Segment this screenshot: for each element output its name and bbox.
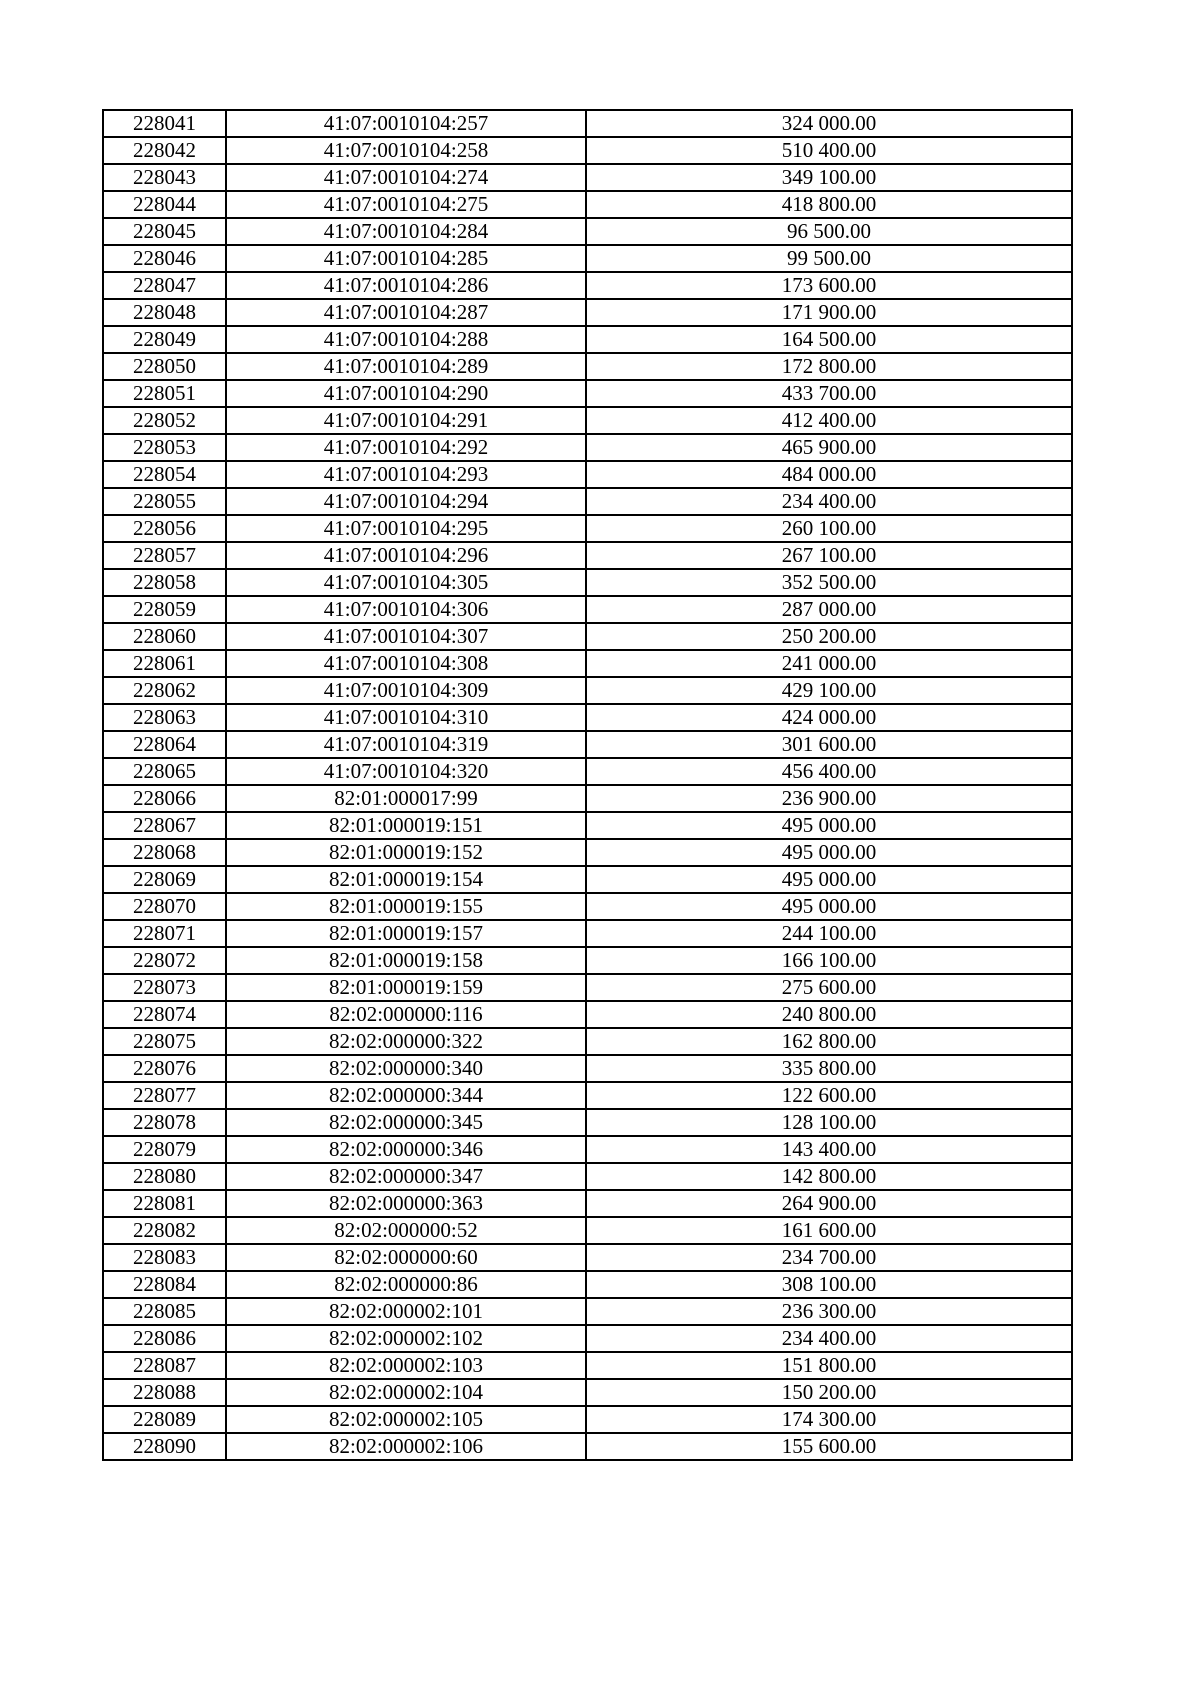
cadastral-number-cell: 82:02:000002:103 (226, 1352, 586, 1379)
row-number-cell: 228083 (103, 1244, 226, 1271)
cadastral-number-cell: 41:07:0010104:286 (226, 272, 586, 299)
table-row (103, 272, 1072, 299)
row-number-cell: 228070 (103, 893, 226, 920)
row-number-cell: 228064 (103, 731, 226, 758)
cadastral-value-cell: 172 800.00 (586, 353, 1072, 380)
cadastral-number-cell: 82:02:000000:86 (226, 1271, 586, 1298)
cadastral-number-cell: 41:07:0010104:308 (226, 650, 586, 677)
table-row (103, 758, 1072, 785)
row-number-cell: 228043 (103, 164, 226, 191)
cadastral-number-cell: 41:07:0010104:257 (226, 110, 586, 137)
row-number-cell: 228067 (103, 812, 226, 839)
table-row (103, 1433, 1072, 1460)
cadastral-number-cell: 82:01:000019:159 (226, 974, 586, 1001)
cadastral-value-cell: 287 000.00 (586, 596, 1072, 623)
row-number-cell: 228049 (103, 326, 226, 353)
cadastral-number-cell: 82:01:000019:151 (226, 812, 586, 839)
cadastral-value-cell: 128 100.00 (586, 1109, 1072, 1136)
table-row (103, 731, 1072, 758)
row-number-cell: 228069 (103, 866, 226, 893)
row-number-cell: 228079 (103, 1136, 226, 1163)
row-number-cell: 228061 (103, 650, 226, 677)
cadastral-number-cell: 41:07:0010104:306 (226, 596, 586, 623)
cadastral-value-cell: 250 200.00 (586, 623, 1072, 650)
row-number-cell: 228048 (103, 299, 226, 326)
table-row (103, 542, 1072, 569)
cadastral-value-cell: 236 900.00 (586, 785, 1072, 812)
cadastral-value-cell: 164 500.00 (586, 326, 1072, 353)
table-row (103, 353, 1072, 380)
cadastral-number-cell: 82:02:000000:60 (226, 1244, 586, 1271)
row-number-cell: 228084 (103, 1271, 226, 1298)
cadastral-value-cell: 495 000.00 (586, 866, 1072, 893)
table-row (103, 623, 1072, 650)
cadastral-number-cell: 82:02:000000:340 (226, 1055, 586, 1082)
cadastral-number-cell: 41:07:0010104:320 (226, 758, 586, 785)
row-number-cell: 228090 (103, 1433, 226, 1460)
row-number-cell: 228051 (103, 380, 226, 407)
cadastral-value-cell: 155 600.00 (586, 1433, 1072, 1460)
table-row (103, 1298, 1072, 1325)
row-number-cell: 228085 (103, 1298, 226, 1325)
table-row (103, 137, 1072, 164)
cadastral-value-cell: 349 100.00 (586, 164, 1072, 191)
table-row (103, 1379, 1072, 1406)
cadastral-value-cell: 510 400.00 (586, 137, 1072, 164)
cadastral-number-cell: 41:07:0010104:305 (226, 569, 586, 596)
table-row (103, 245, 1072, 272)
cadastral-number-cell: 82:02:000002:104 (226, 1379, 586, 1406)
cadastral-value-cell: 171 900.00 (586, 299, 1072, 326)
table-row (103, 434, 1072, 461)
cadastral-number-cell: 82:01:000017:99 (226, 785, 586, 812)
row-number-cell: 228071 (103, 920, 226, 947)
table-row (103, 1325, 1072, 1352)
cadastral-number-cell: 82:02:000000:52 (226, 1217, 586, 1244)
cadastral-value-cell: 495 000.00 (586, 839, 1072, 866)
table-row (103, 1109, 1072, 1136)
cadastral-number-cell: 41:07:0010104:288 (226, 326, 586, 353)
cadastral-value-cell: 99 500.00 (586, 245, 1072, 272)
table-row (103, 947, 1072, 974)
table-row (103, 704, 1072, 731)
cadastral-number-cell: 41:07:0010104:294 (226, 488, 586, 515)
cadastral-number-cell: 82:01:000019:155 (226, 893, 586, 920)
cadastral-value-cell: 244 100.00 (586, 920, 1072, 947)
cadastral-value-cell: 456 400.00 (586, 758, 1072, 785)
cadastral-value-cell: 162 800.00 (586, 1028, 1072, 1055)
row-number-cell: 228078 (103, 1109, 226, 1136)
row-number-cell: 228077 (103, 1082, 226, 1109)
row-number-cell: 228046 (103, 245, 226, 272)
row-number-cell: 228045 (103, 218, 226, 245)
cadastral-number-cell: 82:01:000019:152 (226, 839, 586, 866)
table-row (103, 596, 1072, 623)
cadastral-value-cell: 241 000.00 (586, 650, 1072, 677)
cadastral-number-cell: 82:02:000002:106 (226, 1433, 586, 1460)
table-body (103, 110, 1072, 1460)
cadastral-number-cell: 82:01:000019:154 (226, 866, 586, 893)
cadastral-number-cell: 82:02:000000:363 (226, 1190, 586, 1217)
cadastral-value-cell: 143 400.00 (586, 1136, 1072, 1163)
table-row (103, 299, 1072, 326)
row-number-cell: 228052 (103, 407, 226, 434)
cadastral-number-cell: 82:02:000000:347 (226, 1163, 586, 1190)
cadastral-value-cell: 324 000.00 (586, 110, 1072, 137)
cadastral-number-cell: 82:01:000019:157 (226, 920, 586, 947)
cadastral-number-cell: 82:02:000000:344 (226, 1082, 586, 1109)
cadastral-number-cell: 41:07:0010104:296 (226, 542, 586, 569)
cadastral-value-cell: 260 100.00 (586, 515, 1072, 542)
row-number-cell: 228056 (103, 515, 226, 542)
cadastral-value-cell: 275 600.00 (586, 974, 1072, 1001)
row-number-cell: 228088 (103, 1379, 226, 1406)
row-number-cell: 228058 (103, 569, 226, 596)
cadastral-value-cell: 240 800.00 (586, 1001, 1072, 1028)
row-number-cell: 228080 (103, 1163, 226, 1190)
row-number-cell: 228044 (103, 191, 226, 218)
table-row (103, 218, 1072, 245)
table-row (103, 380, 1072, 407)
cadastral-value-cell: 267 100.00 (586, 542, 1072, 569)
table-row (103, 866, 1072, 893)
row-number-cell: 228047 (103, 272, 226, 299)
cadastral-value-cell: 122 600.00 (586, 1082, 1072, 1109)
row-number-cell: 228050 (103, 353, 226, 380)
cadastral-value-cell: 424 000.00 (586, 704, 1072, 731)
cadastral-number-cell: 41:07:0010104:275 (226, 191, 586, 218)
cadastral-value-cell: 495 000.00 (586, 893, 1072, 920)
cadastral-number-cell: 82:02:000000:322 (226, 1028, 586, 1055)
cadastral-value-cell: 166 100.00 (586, 947, 1072, 974)
cadastral-number-cell: 82:02:000000:346 (226, 1136, 586, 1163)
cadastral-value-cell: 264 900.00 (586, 1190, 1072, 1217)
row-number-cell: 228062 (103, 677, 226, 704)
cadastral-value-cell: 236 300.00 (586, 1298, 1072, 1325)
cadastral-number-cell: 41:07:0010104:274 (226, 164, 586, 191)
cadastral-value-cell: 173 600.00 (586, 272, 1072, 299)
cadastral-number-cell: 41:07:0010104:258 (226, 137, 586, 164)
cadastral-value-cell: 151 800.00 (586, 1352, 1072, 1379)
cadastral-value-cell: 335 800.00 (586, 1055, 1072, 1082)
table-row (103, 1001, 1072, 1028)
cadastral-value-table (102, 109, 1073, 1461)
cadastral-value-cell: 96 500.00 (586, 218, 1072, 245)
cadastral-number-cell: 41:07:0010104:293 (226, 461, 586, 488)
row-number-cell: 228054 (103, 461, 226, 488)
cadastral-value-cell: 418 800.00 (586, 191, 1072, 218)
table-row (103, 839, 1072, 866)
row-number-cell: 228066 (103, 785, 226, 812)
cadastral-number-cell: 82:02:000002:101 (226, 1298, 586, 1325)
cadastral-number-cell: 41:07:0010104:289 (226, 353, 586, 380)
table-row (103, 1244, 1072, 1271)
cadastral-value-cell: 412 400.00 (586, 407, 1072, 434)
row-number-cell: 228073 (103, 974, 226, 1001)
row-number-cell: 228059 (103, 596, 226, 623)
table-row (103, 974, 1072, 1001)
table-row (103, 785, 1072, 812)
cadastral-value-cell: 234 400.00 (586, 488, 1072, 515)
row-number-cell: 228087 (103, 1352, 226, 1379)
row-number-cell: 228068 (103, 839, 226, 866)
cadastral-number-cell: 82:02:000002:105 (226, 1406, 586, 1433)
table-row (103, 110, 1072, 137)
table-row (103, 1082, 1072, 1109)
row-number-cell: 228072 (103, 947, 226, 974)
cadastral-value-cell: 174 300.00 (586, 1406, 1072, 1433)
table-row (103, 1271, 1072, 1298)
table-row (103, 812, 1072, 839)
cadastral-value-cell: 234 700.00 (586, 1244, 1072, 1271)
cadastral-value-cell: 352 500.00 (586, 569, 1072, 596)
table-row (103, 920, 1072, 947)
row-number-cell: 228060 (103, 623, 226, 650)
cadastral-number-cell: 41:07:0010104:291 (226, 407, 586, 434)
table-row (103, 569, 1072, 596)
table-row (103, 1028, 1072, 1055)
cadastral-number-cell: 41:07:0010104:319 (226, 731, 586, 758)
cadastral-number-cell: 41:07:0010104:285 (226, 245, 586, 272)
table-row (103, 1163, 1072, 1190)
cadastral-value-cell: 301 600.00 (586, 731, 1072, 758)
cadastral-value-cell: 161 600.00 (586, 1217, 1072, 1244)
row-number-cell: 228041 (103, 110, 226, 137)
cadastral-number-cell: 41:07:0010104:309 (226, 677, 586, 704)
row-number-cell: 228074 (103, 1001, 226, 1028)
row-number-cell: 228053 (103, 434, 226, 461)
cadastral-number-cell: 41:07:0010104:310 (226, 704, 586, 731)
cadastral-value-cell: 234 400.00 (586, 1325, 1072, 1352)
table-row (103, 515, 1072, 542)
cadastral-number-cell: 41:07:0010104:284 (226, 218, 586, 245)
cadastral-value-cell: 465 900.00 (586, 434, 1072, 461)
cadastral-value-cell: 433 700.00 (586, 380, 1072, 407)
cadastral-number-cell: 82:02:000002:102 (226, 1325, 586, 1352)
table-row (103, 164, 1072, 191)
table-row (103, 326, 1072, 353)
table-row (103, 191, 1072, 218)
table-row (103, 1190, 1072, 1217)
table-row (103, 1055, 1072, 1082)
table-row (103, 1136, 1072, 1163)
cadastral-number-cell: 82:02:000000:116 (226, 1001, 586, 1028)
cadastral-number-cell: 82:01:000019:158 (226, 947, 586, 974)
row-number-cell: 228057 (103, 542, 226, 569)
row-number-cell: 228042 (103, 137, 226, 164)
table-row (103, 488, 1072, 515)
row-number-cell: 228075 (103, 1028, 226, 1055)
cadastral-value-cell: 429 100.00 (586, 677, 1072, 704)
cadastral-value-cell: 142 800.00 (586, 1163, 1072, 1190)
table-row (103, 407, 1072, 434)
table-row (103, 1217, 1072, 1244)
table-row (103, 461, 1072, 488)
row-number-cell: 228089 (103, 1406, 226, 1433)
row-number-cell: 228082 (103, 1217, 226, 1244)
cadastral-number-cell: 41:07:0010104:307 (226, 623, 586, 650)
cadastral-value-cell: 495 000.00 (586, 812, 1072, 839)
table-row (103, 1352, 1072, 1379)
cadastral-number-cell: 41:07:0010104:290 (226, 380, 586, 407)
row-number-cell: 228076 (103, 1055, 226, 1082)
table-row (103, 677, 1072, 704)
table-row (103, 1406, 1072, 1433)
table-row (103, 650, 1072, 677)
table-row (103, 893, 1072, 920)
cadastral-value-cell: 308 100.00 (586, 1271, 1072, 1298)
row-number-cell: 228065 (103, 758, 226, 785)
row-number-cell: 228055 (103, 488, 226, 515)
cadastral-number-cell: 41:07:0010104:295 (226, 515, 586, 542)
cadastral-number-cell: 41:07:0010104:292 (226, 434, 586, 461)
row-number-cell: 228081 (103, 1190, 226, 1217)
row-number-cell: 228063 (103, 704, 226, 731)
row-number-cell: 228086 (103, 1325, 226, 1352)
cadastral-number-cell: 82:02:000000:345 (226, 1109, 586, 1136)
cadastral-value-cell: 484 000.00 (586, 461, 1072, 488)
cadastral-number-cell: 41:07:0010104:287 (226, 299, 586, 326)
cadastral-value-cell: 150 200.00 (586, 1379, 1072, 1406)
